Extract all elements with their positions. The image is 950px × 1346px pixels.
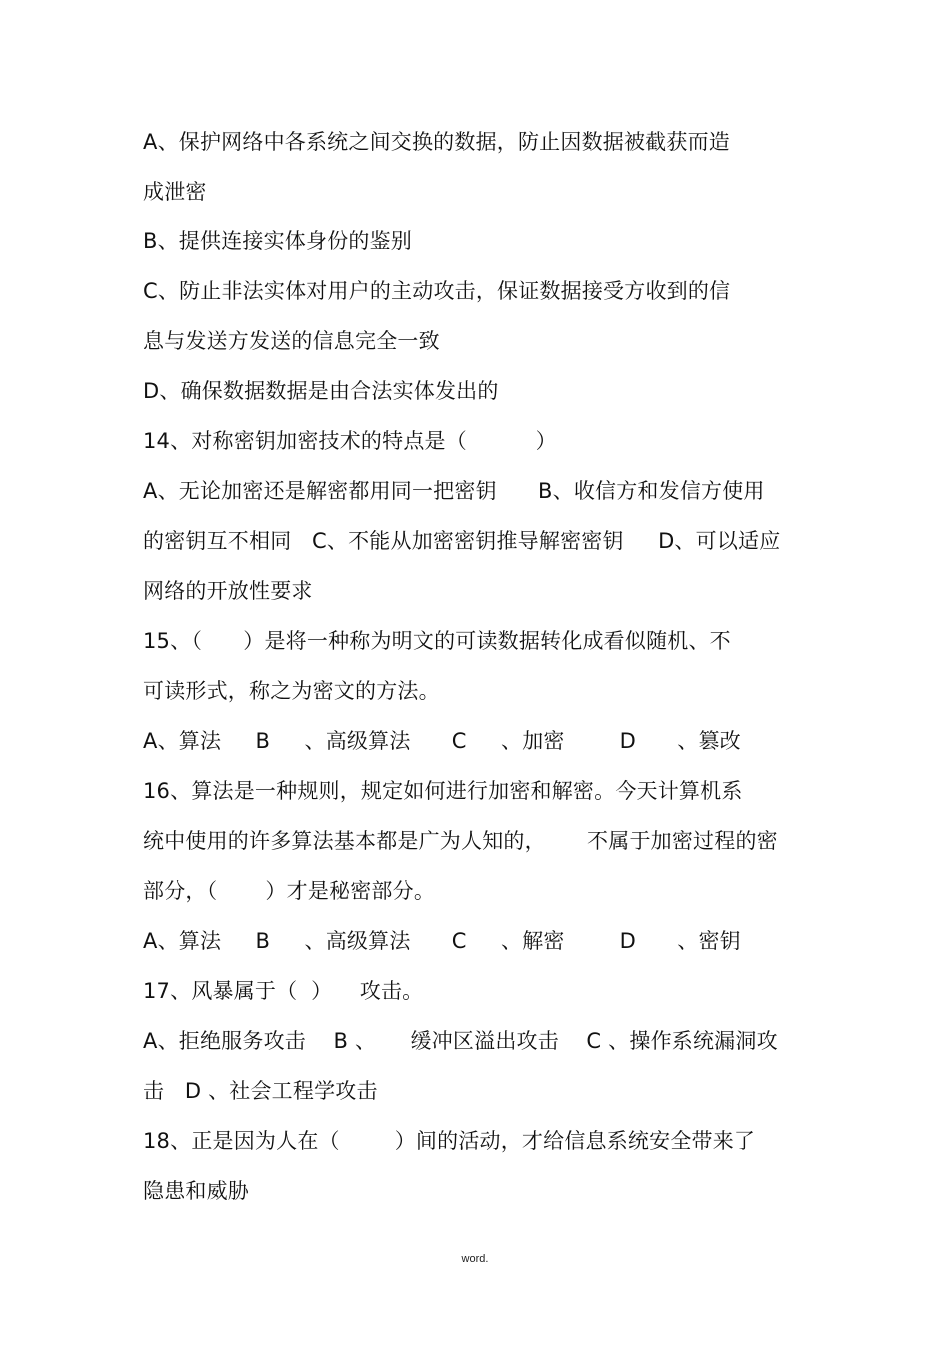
- options-16: A、算法 B 、高级算法 C 、解密 D 、密钥: [143, 929, 741, 953]
- page-footer: word.: [461, 1253, 489, 1265]
- option-13d: D、确保数据数据是由合法实体发出的: [143, 379, 499, 403]
- question-18-line1: 18、正是因为人在（ ）间的活动，才给信息系统安全带来了: [143, 1129, 756, 1153]
- question-16-line1: 16、算法是一种规则，规定如何进行加密和解密。今天计算机系: [143, 779, 743, 803]
- options-17-line1: A、拒绝服务攻击 B 、 缓冲区溢出攻击 C 、操作系统漏洞攻: [143, 1029, 778, 1053]
- question-14: 14、对称密钥加密技术的特点是（ ）: [143, 429, 557, 453]
- option-13c-line1: C、防止非法实体对用户的主动攻击，保证数据接受方收到的信: [143, 279, 731, 303]
- question-15-line1: 15、（ ）是将一种称为明文的可读数据转化成看似随机、不: [143, 629, 731, 653]
- options-15: A、算法 B 、高级算法 C 、加密 D 、篡改: [143, 729, 741, 753]
- option-13c-line2: 息与发送方发送的信息完全一致: [143, 329, 440, 353]
- option-13a-line1: A、保护网络中各系统之间交换的数据，防止因数据被截获而造: [143, 130, 730, 154]
- question-16-line2: 统中使用的许多算法基本都是广为人知的， 不属于加密过程的密: [143, 829, 778, 853]
- options-17-line2: 击 D 、社会工程学攻击: [143, 1079, 378, 1103]
- options-14-line1: A、无论加密还是解密都用同一把密钥 B、收信方和发信方使用: [143, 479, 765, 503]
- option-13a-line2: 成泄密: [143, 180, 207, 204]
- question-18-line2: 隐患和威胁: [143, 1179, 249, 1203]
- options-14-line3: 网络的开放性要求: [143, 579, 313, 603]
- option-13b: B、提供连接实体身份的鉴别: [143, 229, 413, 253]
- options-14-line2: 的密钥互不相同 C、不能从加密密钥推导解密密钥 D、可以适应: [143, 529, 781, 553]
- question-17: 17、风暴属于（ ） 攻击。: [143, 979, 424, 1003]
- question-16-line3: 部分，（ ）才是秘密部分。: [143, 879, 436, 903]
- question-15-line2: 可读形式，称之为密文的方法。: [143, 679, 440, 703]
